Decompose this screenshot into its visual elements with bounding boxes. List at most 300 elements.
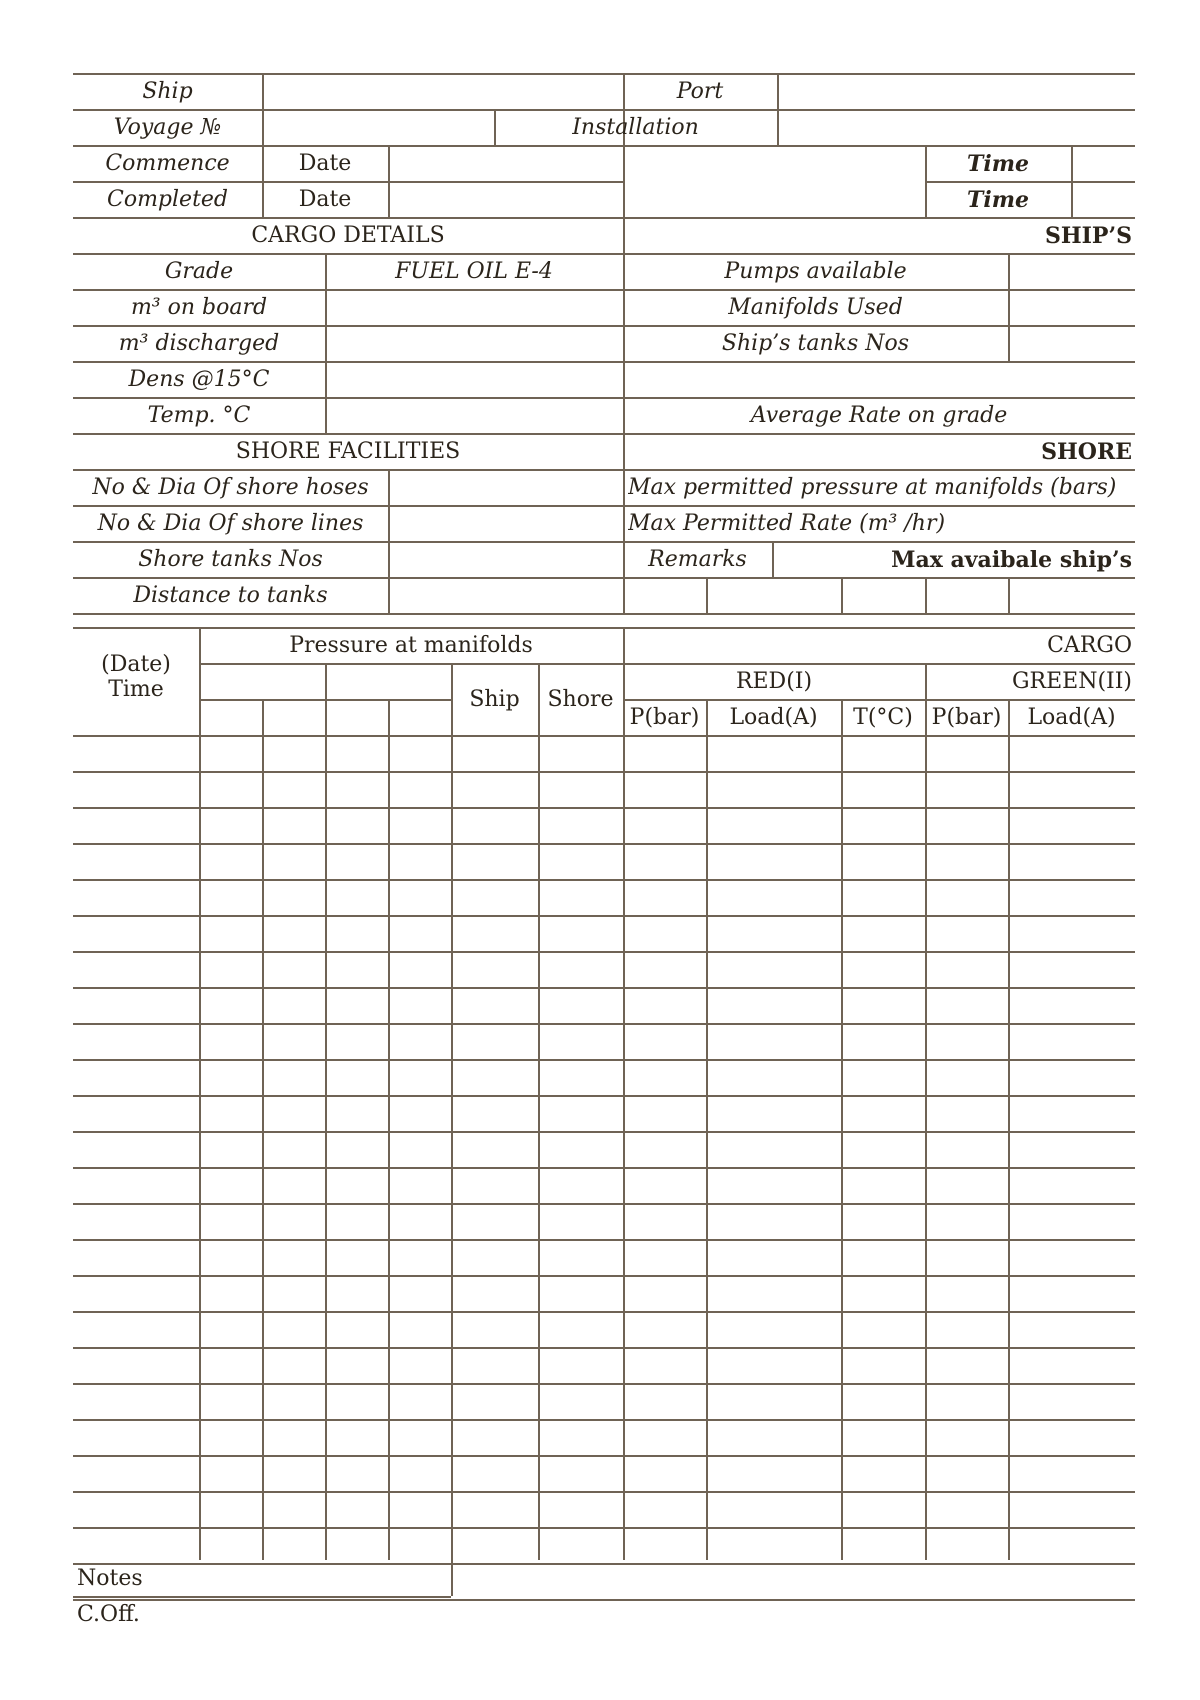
table-cell[interactable] (201, 1097, 261, 1130)
avg-rate-label: Average Rate on grade (750, 403, 1008, 428)
table-cell[interactable] (625, 1385, 705, 1418)
table-cell[interactable] (625, 1493, 705, 1526)
table-cell[interactable] (540, 1169, 622, 1202)
table-cell[interactable] (327, 1097, 387, 1130)
table-cell[interactable] (1010, 989, 1134, 1022)
table-cell[interactable] (540, 1133, 622, 1166)
table-cell[interactable] (75, 1205, 198, 1238)
table-cell[interactable] (843, 881, 924, 914)
table-cell[interactable] (390, 737, 450, 770)
table-cell[interactable] (453, 1205, 537, 1238)
table-cell[interactable] (1010, 737, 1134, 770)
table-cell[interactable] (1010, 1061, 1134, 1094)
table-cell[interactable] (390, 1205, 450, 1238)
table-cell[interactable] (927, 953, 1007, 986)
table-cell[interactable] (75, 1457, 198, 1490)
table-cell[interactable] (625, 1421, 705, 1454)
table-cell[interactable] (327, 881, 387, 914)
commence-date-field[interactable] (390, 147, 622, 180)
table-cell[interactable] (75, 1385, 198, 1418)
table-cell[interactable] (327, 845, 387, 878)
table-cell[interactable] (453, 1529, 537, 1562)
table-cell[interactable] (843, 1421, 924, 1454)
table-cell[interactable] (1010, 1493, 1134, 1526)
shore-tanks-field[interactable] (390, 543, 622, 576)
table-cell[interactable] (390, 1133, 450, 1166)
table-cell[interactable] (75, 1241, 198, 1274)
table-cell[interactable] (327, 953, 387, 986)
table-cell[interactable] (453, 1313, 537, 1346)
table-cell[interactable] (75, 917, 198, 950)
table-cell[interactable] (453, 1277, 537, 1310)
table-cell[interactable] (540, 1313, 622, 1346)
table-cell[interactable] (625, 1025, 705, 1058)
table-cell[interactable] (843, 1277, 924, 1310)
ship-field[interactable] (264, 75, 621, 108)
table-cell[interactable] (625, 989, 705, 1022)
table-cell[interactable] (625, 1457, 705, 1490)
table-cell[interactable] (708, 737, 840, 770)
table-cell[interactable] (201, 917, 261, 950)
table-cell[interactable] (625, 1097, 705, 1130)
table-cell[interactable] (927, 1205, 1007, 1238)
table-cell[interactable] (264, 1457, 324, 1490)
on-board-field[interactable] (327, 291, 622, 324)
shore-lines-field[interactable] (390, 507, 622, 540)
table-cell[interactable] (927, 1421, 1007, 1454)
table-cell[interactable] (453, 917, 537, 950)
commence-time-field[interactable] (1073, 147, 1135, 180)
table-cell[interactable] (201, 737, 261, 770)
table-cell[interactable] (708, 1421, 840, 1454)
table-cell[interactable] (264, 881, 324, 914)
table-cell[interactable] (1010, 1349, 1134, 1382)
table-cell[interactable] (1010, 773, 1134, 806)
table-cell[interactable] (201, 1061, 261, 1094)
table-cell[interactable] (453, 1061, 537, 1094)
table-cell[interactable] (927, 1277, 1007, 1310)
table-cell[interactable] (625, 881, 705, 914)
table-cell[interactable] (390, 1457, 450, 1490)
table-cell[interactable] (708, 1025, 840, 1058)
table-cell[interactable] (201, 1205, 261, 1238)
table-cell[interactable] (843, 989, 924, 1022)
table-cell[interactable] (453, 1169, 537, 1202)
table-cell[interactable] (327, 1493, 387, 1526)
table-cell[interactable] (927, 1133, 1007, 1166)
distance-field[interactable] (390, 579, 622, 612)
table-cell[interactable] (1010, 1205, 1134, 1238)
table-cell[interactable] (540, 1493, 622, 1526)
table-cell[interactable] (75, 1025, 198, 1058)
table-cell[interactable] (264, 917, 324, 950)
table-cell[interactable] (201, 1313, 261, 1346)
table-cell[interactable] (75, 881, 198, 914)
table-cell[interactable] (264, 1241, 324, 1274)
table-cell[interactable] (201, 1133, 261, 1166)
table-cell[interactable] (390, 1097, 450, 1130)
table-cell[interactable] (1010, 1385, 1134, 1418)
table-cell[interactable] (1010, 881, 1134, 914)
table-cell[interactable] (453, 1241, 537, 1274)
table-cell[interactable] (264, 1349, 324, 1382)
table-cell[interactable] (843, 1097, 924, 1130)
table-cell[interactable] (264, 1133, 324, 1166)
table-cell[interactable] (843, 953, 924, 986)
table-cell[interactable] (1010, 845, 1134, 878)
table-cell[interactable] (390, 1493, 450, 1526)
table-cell[interactable] (625, 773, 705, 806)
table-cell[interactable] (1010, 1529, 1134, 1562)
table-cell[interactable] (927, 1385, 1007, 1418)
table-cell[interactable] (327, 1025, 387, 1058)
table-cell[interactable] (1010, 1457, 1134, 1490)
table-cell[interactable] (708, 809, 840, 842)
table-cell[interactable] (390, 917, 450, 950)
table-cell[interactable] (75, 989, 198, 1022)
table-cell[interactable] (453, 1133, 537, 1166)
table-cell[interactable] (327, 1349, 387, 1382)
table-cell[interactable] (390, 1313, 450, 1346)
table-cell[interactable] (327, 1529, 387, 1562)
table-cell[interactable] (625, 1169, 705, 1202)
table-cell[interactable] (843, 1025, 924, 1058)
voyage-field[interactable] (264, 111, 493, 144)
table-cell[interactable] (264, 953, 324, 986)
table-cell[interactable] (843, 1457, 924, 1490)
table-cell[interactable] (708, 1205, 840, 1238)
table-cell[interactable] (927, 1313, 1007, 1346)
table-cell[interactable] (75, 773, 198, 806)
table-cell[interactable] (453, 1457, 537, 1490)
table-cell[interactable] (453, 989, 537, 1022)
table-cell[interactable] (390, 845, 450, 878)
table-cell[interactable] (390, 953, 450, 986)
table-cell[interactable] (264, 809, 324, 842)
table-cell[interactable] (843, 917, 924, 950)
table-cell[interactable] (201, 845, 261, 878)
table-cell[interactable] (453, 1097, 537, 1130)
table-cell[interactable] (927, 881, 1007, 914)
table-cell[interactable] (625, 737, 705, 770)
table-cell[interactable] (201, 1277, 261, 1310)
table-cell[interactable] (708, 1529, 840, 1562)
table-cell[interactable] (540, 737, 622, 770)
table-cell[interactable] (927, 1493, 1007, 1526)
table-cell[interactable] (708, 773, 840, 806)
table-cell[interactable] (75, 1529, 198, 1562)
table-cell[interactable] (927, 809, 1007, 842)
table-cell[interactable] (540, 773, 622, 806)
table-cell[interactable] (927, 1349, 1007, 1382)
table-cell[interactable] (708, 1241, 840, 1274)
table-cell[interactable] (327, 1277, 387, 1310)
table-cell[interactable] (264, 989, 324, 1022)
table-cell[interactable] (264, 1421, 324, 1454)
table-cell[interactable] (264, 1313, 324, 1346)
table-cell[interactable] (390, 1061, 450, 1094)
table-cell[interactable] (453, 1421, 537, 1454)
table-cell[interactable] (1010, 1313, 1134, 1346)
table-cell[interactable] (201, 1457, 261, 1490)
table-cell[interactable] (708, 1313, 840, 1346)
table-cell[interactable] (1010, 953, 1134, 986)
table-cell[interactable] (843, 1169, 924, 1202)
table-cell[interactable] (843, 845, 924, 878)
table-cell[interactable] (201, 1421, 261, 1454)
table-cell[interactable] (201, 1169, 261, 1202)
table-cell[interactable] (625, 953, 705, 986)
table-cell[interactable] (708, 1061, 840, 1094)
table-cell[interactable] (264, 1493, 324, 1526)
table-cell[interactable] (843, 737, 924, 770)
density-field[interactable] (327, 363, 622, 396)
table-cell[interactable] (625, 1349, 705, 1382)
table-cell[interactable] (327, 737, 387, 770)
table-cell[interactable] (927, 1061, 1007, 1094)
table-cell[interactable] (327, 1241, 387, 1274)
table-cell[interactable] (708, 1277, 840, 1310)
table-cell[interactable] (1010, 1277, 1134, 1310)
pumps-field[interactable] (1010, 255, 1135, 288)
table-cell[interactable] (540, 1457, 622, 1490)
table-cell[interactable] (625, 845, 705, 878)
table-cell[interactable] (453, 809, 537, 842)
table-cell[interactable] (927, 737, 1007, 770)
table-cell[interactable] (540, 809, 622, 842)
table-cell[interactable] (390, 1241, 450, 1274)
table-cell[interactable] (75, 1313, 198, 1346)
table-cell[interactable] (75, 1421, 198, 1454)
table-cell[interactable] (327, 1169, 387, 1202)
table-cell[interactable] (327, 1457, 387, 1490)
table-cell[interactable] (843, 1313, 924, 1346)
table-cell[interactable] (327, 1205, 387, 1238)
table-cell[interactable] (201, 809, 261, 842)
table-cell[interactable] (75, 1097, 198, 1130)
manifolds-field[interactable] (1010, 291, 1135, 324)
table-cell[interactable] (390, 1349, 450, 1382)
table-cell[interactable] (75, 1169, 198, 1202)
table-cell[interactable] (201, 953, 261, 986)
table-cell[interactable] (625, 917, 705, 950)
table-cell[interactable] (540, 1385, 622, 1418)
table-cell[interactable] (540, 917, 622, 950)
table-cell[interactable] (264, 1529, 324, 1562)
table-cell[interactable] (327, 1313, 387, 1346)
grade-value[interactable]: FUEL OIL E-4 (395, 259, 553, 284)
table-cell[interactable] (708, 1457, 840, 1490)
table-cell[interactable] (708, 989, 840, 1022)
table-cell[interactable] (453, 737, 537, 770)
ships-tanks-field[interactable] (1010, 327, 1135, 360)
table-cell[interactable] (453, 953, 537, 986)
table-cell[interactable] (327, 1385, 387, 1418)
table-cell[interactable] (201, 989, 261, 1022)
table-cell[interactable] (201, 881, 261, 914)
table-cell[interactable] (264, 1097, 324, 1130)
table-cell[interactable] (927, 1025, 1007, 1058)
table-cell[interactable] (453, 773, 537, 806)
table-cell[interactable] (264, 1061, 324, 1094)
table-cell[interactable] (843, 1061, 924, 1094)
table-cell[interactable] (75, 953, 198, 986)
temp-field[interactable] (327, 399, 622, 432)
table-cell[interactable] (927, 1457, 1007, 1490)
table-cell[interactable] (264, 1169, 324, 1202)
table-cell[interactable] (927, 1529, 1007, 1562)
table-cell[interactable] (453, 1025, 537, 1058)
table-cell[interactable] (540, 1205, 622, 1238)
table-cell[interactable] (708, 1169, 840, 1202)
table-cell[interactable] (75, 1349, 198, 1382)
table-cell[interactable] (327, 1421, 387, 1454)
table-cell[interactable] (75, 737, 198, 770)
installation-field[interactable] (779, 111, 1135, 144)
shore-hoses-field[interactable] (390, 471, 622, 504)
table-cell[interactable] (708, 845, 840, 878)
discharged-field[interactable] (327, 327, 622, 360)
ships-notes-field[interactable] (625, 363, 1135, 396)
table-cell[interactable] (75, 1493, 198, 1526)
table-cell[interactable] (625, 1241, 705, 1274)
table-cell[interactable] (708, 917, 840, 950)
table-cell[interactable] (327, 1133, 387, 1166)
table-cell[interactable] (453, 1493, 537, 1526)
table-cell[interactable] (390, 1277, 450, 1310)
table-cell[interactable] (708, 1349, 840, 1382)
table-cell[interactable] (327, 989, 387, 1022)
table-cell[interactable] (201, 1529, 261, 1562)
table-cell[interactable] (390, 881, 450, 914)
table-cell[interactable] (390, 1385, 450, 1418)
table-cell[interactable] (390, 1169, 450, 1202)
table-cell[interactable] (327, 809, 387, 842)
table-cell[interactable] (75, 1133, 198, 1166)
table-cell[interactable] (540, 1529, 622, 1562)
table-cell[interactable] (927, 1097, 1007, 1130)
table-cell[interactable] (390, 1421, 450, 1454)
table-cell[interactable] (75, 1277, 198, 1310)
table-cell[interactable] (264, 773, 324, 806)
table-cell[interactable] (625, 1277, 705, 1310)
table-cell[interactable] (390, 1529, 450, 1562)
table-cell[interactable] (1010, 1421, 1134, 1454)
table-cell[interactable] (1010, 1025, 1134, 1058)
table-cell[interactable] (708, 1493, 840, 1526)
port-field[interactable] (779, 75, 1135, 108)
table-cell[interactable] (264, 1385, 324, 1418)
table-cell[interactable] (390, 809, 450, 842)
table-cell[interactable] (843, 1205, 924, 1238)
table-cell[interactable] (1010, 1169, 1134, 1202)
table-cell[interactable] (201, 1493, 261, 1526)
table-cell[interactable] (540, 845, 622, 878)
table-cell[interactable] (540, 1097, 622, 1130)
table-cell[interactable] (540, 1421, 622, 1454)
table-cell[interactable] (927, 845, 1007, 878)
table-cell[interactable] (75, 845, 198, 878)
table-cell[interactable] (843, 773, 924, 806)
table-cell[interactable] (708, 1133, 840, 1166)
table-cell[interactable] (927, 1241, 1007, 1274)
table-cell[interactable] (453, 1349, 537, 1382)
table-cell[interactable] (540, 881, 622, 914)
table-cell[interactable] (1010, 1097, 1134, 1130)
table-cell[interactable] (843, 809, 924, 842)
completed-date-field[interactable] (390, 183, 622, 216)
table-cell[interactable] (927, 773, 1007, 806)
table-cell[interactable] (540, 1061, 622, 1094)
completed-time-field[interactable] (1073, 183, 1135, 216)
table-cell[interactable] (453, 881, 537, 914)
table-cell[interactable] (843, 1493, 924, 1526)
table-cell[interactable] (390, 989, 450, 1022)
table-cell[interactable] (264, 1277, 324, 1310)
table-cell[interactable] (453, 1385, 537, 1418)
table-cell[interactable] (625, 1205, 705, 1238)
table-cell[interactable] (625, 809, 705, 842)
table-cell[interactable] (625, 1529, 705, 1562)
table-cell[interactable] (708, 1097, 840, 1130)
table-cell[interactable] (927, 917, 1007, 950)
table-cell[interactable] (264, 737, 324, 770)
table-cell[interactable] (843, 1133, 924, 1166)
table-cell[interactable] (540, 1025, 622, 1058)
table-cell[interactable] (75, 809, 198, 842)
table-cell[interactable] (843, 1241, 924, 1274)
table-cell[interactable] (625, 1313, 705, 1346)
table-cell[interactable] (927, 989, 1007, 1022)
table-cell[interactable] (201, 1025, 261, 1058)
table-cell[interactable] (540, 1277, 622, 1310)
table-cell[interactable] (201, 1385, 261, 1418)
table-cell[interactable] (201, 773, 261, 806)
table-cell[interactable] (1010, 917, 1134, 950)
table-cell[interactable] (390, 1025, 450, 1058)
table-cell[interactable] (327, 773, 387, 806)
table-cell[interactable] (327, 917, 387, 950)
table-cell[interactable] (201, 1349, 261, 1382)
table-cell[interactable] (540, 1349, 622, 1382)
table-cell[interactable] (75, 1061, 198, 1094)
table-cell[interactable] (327, 1061, 387, 1094)
table-cell[interactable] (264, 1205, 324, 1238)
table-cell[interactable] (927, 1169, 1007, 1202)
table-cell[interactable] (453, 845, 537, 878)
table-cell[interactable] (1010, 1241, 1134, 1274)
table-cell[interactable] (708, 1385, 840, 1418)
table-cell[interactable] (708, 953, 840, 986)
table-cell[interactable] (390, 773, 450, 806)
table-cell[interactable] (708, 881, 840, 914)
table-cell[interactable] (540, 989, 622, 1022)
table-cell[interactable] (843, 1529, 924, 1562)
table-cell[interactable] (1010, 1133, 1134, 1166)
table-cell[interactable] (625, 1133, 705, 1166)
table-cell[interactable] (843, 1349, 924, 1382)
table-cell[interactable] (201, 1241, 261, 1274)
table-cell[interactable] (540, 953, 622, 986)
table-cell[interactable] (1010, 809, 1134, 842)
table-cell[interactable] (843, 1385, 924, 1418)
notes-field[interactable] (150, 1562, 1135, 1595)
c-off-field[interactable] (150, 1598, 450, 1631)
table-cell[interactable] (625, 1061, 705, 1094)
table-cell[interactable] (540, 1241, 622, 1274)
table-cell[interactable] (264, 1025, 324, 1058)
table-cell[interactable] (264, 845, 324, 878)
